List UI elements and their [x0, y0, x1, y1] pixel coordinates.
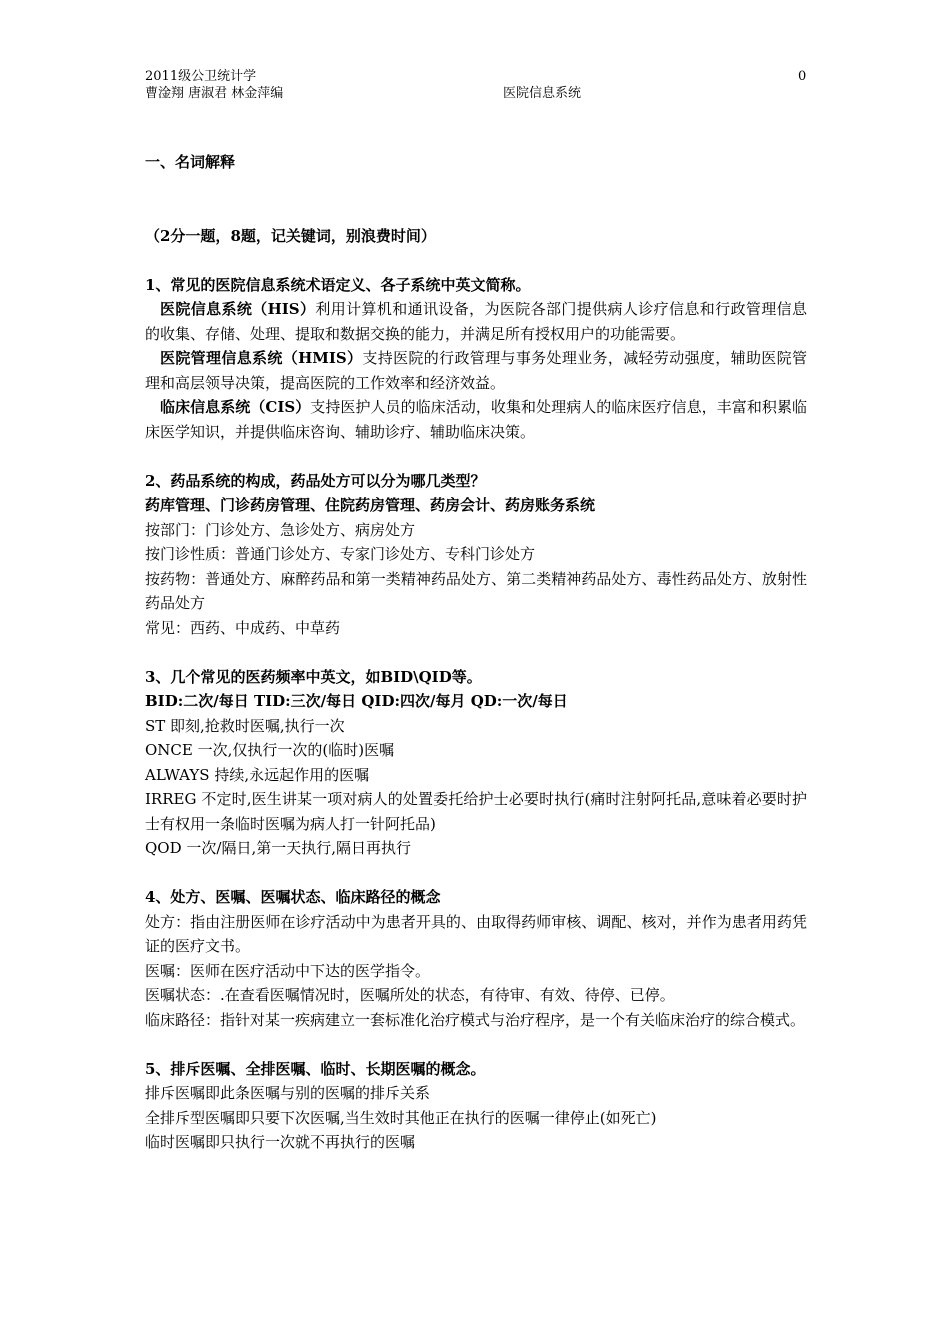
document-body: [145, 150, 807, 1155]
q4-order: 医嘱：医师在医疗活动中下达的医学指令。: [145, 961, 431, 980]
q4-title: 4、处方、医嘱、医嘱状态、临床路径的概念: [145, 888, 441, 906]
q2-components: 药库管理、门诊药房管理、住院药房管理、药房会计、药房账务系统: [145, 496, 596, 514]
header-authors: 曹淦翔 唐淑君 林金萍编: [145, 86, 284, 101]
page-header: [145, 68, 283, 102]
q1-hmis-def: 支持医院的行政管理与事务处理业务，减轻劳动强度，辅助医院管理和高层领导决策，提高医院的工作效率和经济效益。: [145, 349, 807, 392]
q1-his-def: 利用计算机和通讯设备，为医院各部门提供病人诊疗信息和行政管理信息的收集、存储、处理、提取和数据交换的能力，并满足所有授权用户的功能需要。: [145, 300, 807, 343]
q1-cis-paragraph: [145, 395, 807, 444]
section-title: 一、名词解释: [145, 153, 236, 171]
q5-title: 5、排斥医嘱、全排医嘱、临时、长期医嘱的概念。: [145, 1059, 486, 1078]
q1-hmis-term: 医院管理信息系统（HMIS）: [160, 349, 363, 367]
spacer: [145, 861, 807, 886]
q5-full-exclusive: 全排斥型医嘱即只要下次医嘱,当生效时其他正在执行的医嘱一律停止(如死亡): [145, 1108, 657, 1127]
scoring-note: （2分一题，8题，记关键词，别浪费时间）: [145, 226, 436, 245]
spacer: [145, 1032, 807, 1057]
q3-title: 3、几个常见的医药频率中英文，如BID\QID等。: [145, 667, 482, 686]
q1-his-term: 医院信息系统（HIS）: [160, 300, 316, 318]
q5-temporary: 临时医嘱即只执行一次就不再执行的医嘱: [145, 1133, 416, 1151]
q4-clinical-path: 临床路径：指针对某一疾病建立一套标准化治疗模式与治疗程序，是一个有关临床治疗的综合模式。: [145, 1010, 806, 1029]
q3-qod: QOD 一次/隔日,第一天执行,隔日再执行: [145, 839, 411, 857]
q1-title: 1、常见的医院信息系统术语定义、各子系统中英文简称。: [145, 275, 531, 294]
q3-irreg: IRREG 不定时,医生讲某一项对病人的处置委托给护士必要时执行(痛时注射阿托品,意味着必要时护士有权用一条临时医嘱为病人打一针阿托品): [145, 790, 807, 833]
q1-cis-term: 临床信息系统（CIS）: [160, 398, 311, 416]
spacer: [145, 248, 807, 273]
q3-once: ONCE 一次,仅执行一次的(临时)医嘱: [145, 741, 395, 759]
q2-title: 2、药品系统的构成，药品处方可以分为哪几类型？: [145, 471, 486, 490]
q1-his-paragraph: [145, 297, 807, 346]
spacer: [145, 640, 807, 665]
q4-prescription: 处方：指由注册医师在诊疗活动中为患者开具的、由取得药师审核、调配、核对，并作为患者用药凭证的医疗文书。: [145, 912, 807, 955]
q2-by-drug: 按药物：普通处方、麻醉药品和第一类精神药品处方、第二类精神药品处方、毒性药品处方、放射性药品处方: [145, 569, 807, 612]
q5-exclusive: 排斥医嘱即此条医嘱与别的医嘱的排斥关系: [145, 1084, 431, 1102]
q2-common: 常见：西药、中成药、中草药: [145, 618, 341, 637]
q4-order-status: 医嘱状态：.在查看医嘱情况时，医嘱所处的状态，有待审、有效、待停、已停。: [145, 986, 675, 1004]
header-doc-title: 医院信息系统: [503, 86, 582, 101]
q3-st: ST 即刻,抢救时医嘱,执行一次: [145, 716, 345, 735]
q1-cis-def: 支持医护人员的临床活动，收集和处理病人的临床医疗信息，丰富和积累临床医学知识，并提供临床咨询、辅助诊疗、辅助临床决策。: [145, 398, 807, 441]
q2-by-dept: 按部门：门诊处方、急诊处方、病房处方: [145, 520, 416, 539]
q1-hmis-paragraph: [145, 346, 807, 395]
q3-always: ALWAYS 持续,永远起作用的医嘱: [145, 765, 370, 784]
spacer: [145, 175, 807, 224]
header-course: 2011级公卫统计学: [145, 69, 257, 84]
q3-freq: BID:二次/每日 TID:三次/每日 QID:四次/每月 QD:一次/每日: [145, 692, 568, 710]
page-number: 0: [798, 69, 807, 84]
q2-by-nature: 按门诊性质：普通门诊处方、专家门诊处方、专科门诊处方: [145, 545, 536, 563]
spacer: [145, 444, 807, 469]
